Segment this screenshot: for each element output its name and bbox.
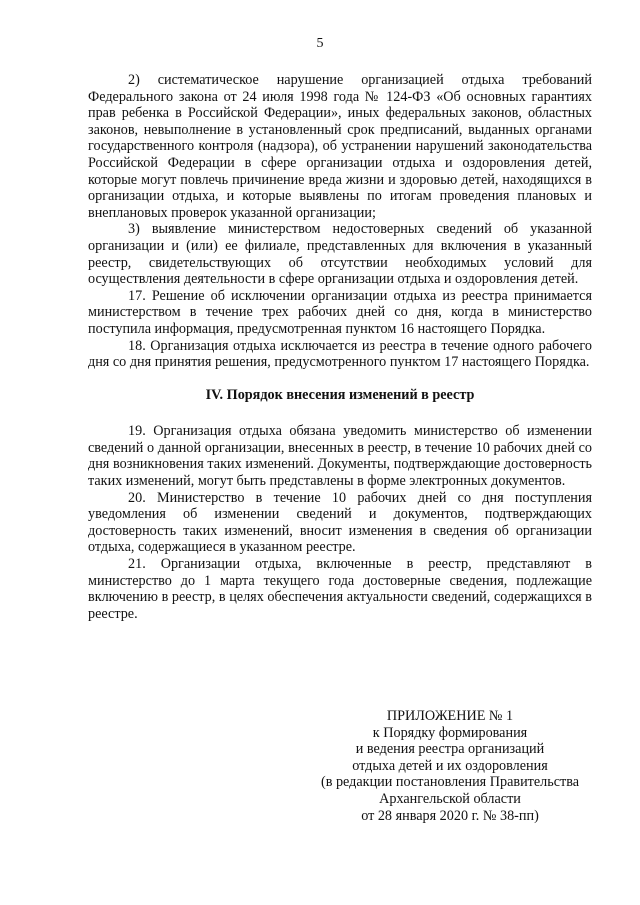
appendix-line: к Порядку формирования — [372, 724, 528, 741]
appendix-block — [300, 708, 600, 824]
appendix-line: отдыха детей и их оздоровления — [352, 757, 548, 774]
appendix-title: ПРИЛОЖЕНИЕ № 1 — [386, 708, 514, 724]
document-body — [88, 72, 592, 622]
paragraph-clause-17: 17. Решение об исключении организации отдыха из реестра принимается министерством в течение трех рабочих дней со дня, когда в министерство поступила информация, предусмотренная пунктом 16 настоящего Порядка. — [88, 287, 592, 337]
paragraph-clause-18: 18. Организация отдыха исключается из реестра в течение одного рабочего дня со дня принятия решения, предусмотренного пунктом 17 настоящего Порядка. — [88, 337, 592, 371]
paragraph-clause-21: 21. Организации отдыха, включенные в реестр, представляют в министерство до 1 марта текущего года достоверные сведения, подлежащие включению в реестр, в целях обеспечения актуальности сведений, содержащихся в реестре. — [88, 556, 592, 622]
section-heading: IV. Порядок внесения изменений в реестр — [205, 386, 475, 403]
paragraph-item-3: 3) выявление министерством недостоверных сведений об указанной организации и (или) ее филиале, представленных для включения в указанный реестр, свидетельствующих об отсутствии необходимых условий для осуществления деятельности в сфере организации отдыха и оздоровления детей. — [88, 221, 592, 288]
appendix-line: (в редакции постановления Правительства — [320, 774, 580, 791]
paragraph-item-2: 2) систематическое нарушение организацией отдыха требований Федерального закона от 24 июля 1998 года № 124-ФЗ «Об основных гарантиях прав ребенка в Российской Федерации», иных федеральных законов, областных законов, невыполнение в установленный срок предписаний, выданных органами государственного контроля (надзора), об устранении нарушений законодательства Российской Федерации в сфере организации отдыха и оздоровления детей, которые могут повлечь причинение вреда жизни и здоровью детей, находящихся в организации отдыха, и которые выявлены по итогам проведения плановых и внеплановых проверок указанной организации; — [88, 72, 592, 221]
page-number: 5 — [316, 36, 324, 51]
paragraph-clause-20: 20. Министерство в течение 10 рабочих дней со дня поступления уведомления об изменении сведений и документов, подтверждающих достоверность таких изменений, вносит изменения в сведения об организации отдыха, содержащиеся в указанном реестре. — [88, 489, 592, 556]
paragraph-clause-19: 19. Организация отдыха обязана уведомить министерство об изменении сведений о данной организации, внесенных в реестр, в течение 10 рабочих дней со дня возникновения таких изменений. Документы, подтверждающие достоверность таких изменений, могут быть представлены в форме электронных документов. — [88, 423, 592, 490]
appendix-line: от 28 января 2020 г. № 38-пп) — [361, 807, 539, 824]
appendix-line: и ведения реестра организаций — [355, 741, 545, 758]
appendix-line: Архангельской области — [379, 790, 521, 807]
